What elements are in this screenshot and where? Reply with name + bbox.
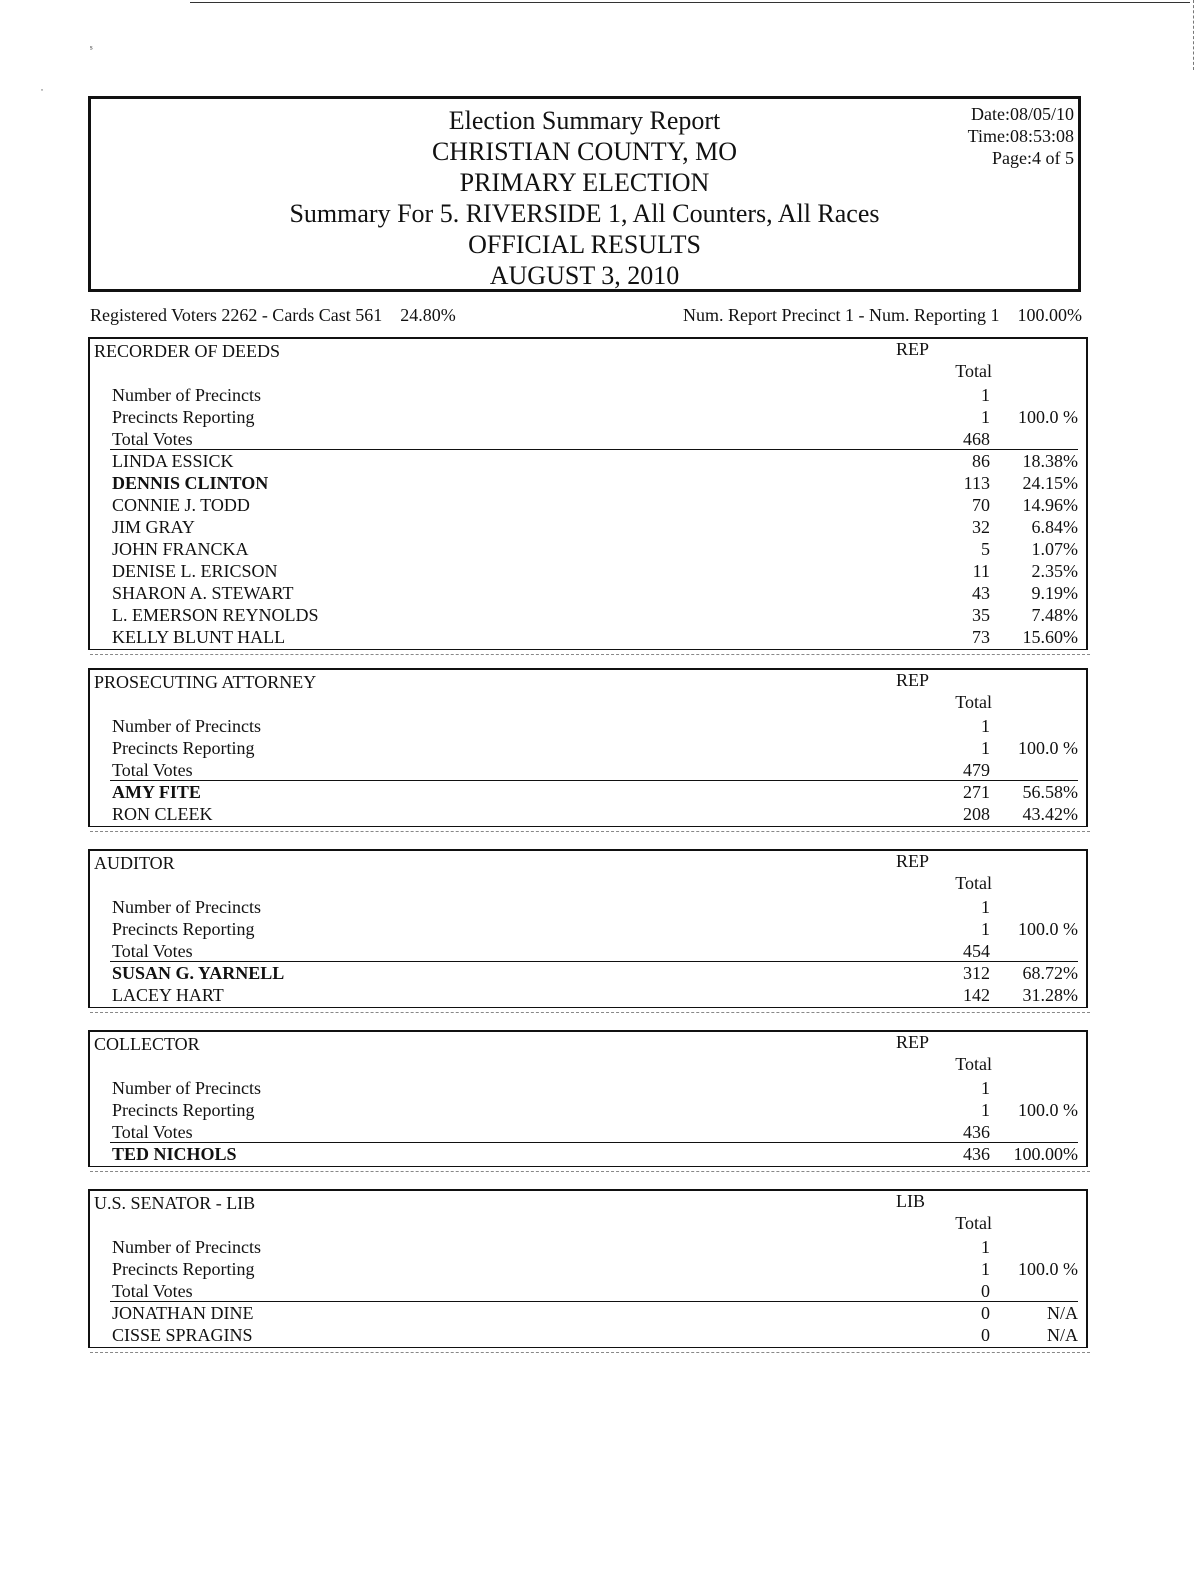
election-date: AUGUST 3, 2010 (489, 261, 680, 290)
race-box (88, 668, 1088, 827)
election-name: PRIMARY ELECTION (459, 168, 710, 197)
candidate-row-percent: 9.19% (1031, 583, 1078, 603)
race-title: RECORDER OF DEEDS (94, 341, 281, 361)
candidate-row-label: TED NICHOLS (112, 1144, 237, 1164)
precincts-reporting-row (112, 1258, 1078, 1280)
candidate-row-label: LINDA ESSICK (112, 451, 234, 471)
race-box (88, 337, 1088, 650)
number-of-precincts-row (112, 896, 1078, 918)
precincts-reporting-row-votes: 1 (981, 1259, 990, 1279)
number-of-precincts-row-votes: 1 (981, 1078, 990, 1098)
candidate-row-votes: 5 (981, 539, 990, 559)
report-title-block (91, 105, 1078, 291)
candidate-row-label: AMY FITE (112, 782, 201, 802)
candidate-row-label: RON CLEEK (112, 804, 213, 824)
number-of-precincts-row-label: Number of Precincts (112, 716, 261, 736)
report-meta (968, 103, 1074, 169)
candidate-row (112, 803, 1078, 825)
scan-top-edge (190, 2, 1190, 3)
scan-right-edge (1191, 0, 1194, 70)
number-of-precincts-row (112, 1236, 1078, 1258)
candidate-row-percent: 24.15% (1022, 473, 1078, 493)
candidate-row (112, 538, 1078, 560)
race-party: REP (896, 1032, 930, 1052)
candidate-row-label: L. EMERSON REYNOLDS (112, 605, 319, 625)
candidate-row-percent: 100.00% (1013, 1144, 1078, 1164)
total-column-header: Total (955, 361, 992, 381)
report-date: Date:08/05/10 (971, 104, 1074, 124)
precincts-reporting-row-label: Precincts Reporting (112, 919, 255, 939)
candidate-row (112, 1143, 1078, 1165)
total-votes-row (112, 428, 1078, 450)
candidate-row-percent: 68.72% (1022, 963, 1078, 983)
number-of-precincts-row (112, 715, 1078, 737)
total-votes-row-votes: 0 (981, 1281, 990, 1301)
precincts-reporting-row (112, 406, 1078, 428)
total-votes-row-votes: 468 (963, 429, 990, 449)
number-of-precincts-row-votes: 1 (981, 716, 990, 736)
race-box (88, 849, 1088, 1008)
race-box (88, 1189, 1088, 1348)
total-votes-row-votes: 479 (963, 760, 990, 780)
total-votes-row-label: Total Votes (112, 1122, 193, 1142)
race-party: LIB (896, 1191, 925, 1211)
candidate-row-percent: 31.28% (1022, 985, 1078, 1005)
candidate-row-label: LACEY HART (112, 985, 224, 1005)
precincts-reporting-row (112, 737, 1078, 759)
precincts-reporting-row-label: Precincts Reporting (112, 738, 255, 758)
candidate-row (112, 472, 1078, 494)
race-box (88, 1030, 1088, 1167)
candidate-row-percent: N/A (1047, 1303, 1078, 1323)
precincts-reporting-row-votes: 1 (981, 738, 990, 758)
candidate-row-percent: 18.38% (1022, 451, 1078, 471)
race-title: U.S. SENATOR - LIB (94, 1193, 256, 1213)
candidate-row (112, 1324, 1078, 1346)
precincts-reporting-row-votes: 1 (981, 407, 990, 427)
scan-speck: ˢ (90, 42, 93, 56)
precincts-reporting-row-percent: 100.0 % (1018, 738, 1078, 758)
candidate-row-votes: 73 (972, 627, 990, 647)
candidate-row (112, 582, 1078, 604)
summary-scope: Summary For 5. RIVERSIDE 1, All Counters, All Races (289, 199, 880, 228)
candidate-row-votes: 271 (963, 782, 990, 802)
scan-speck: ˙ (40, 86, 44, 100)
total-votes-row-label: Total Votes (112, 941, 193, 961)
candidate-row-percent: 1.07% (1031, 539, 1078, 559)
total-votes-row (112, 1280, 1078, 1302)
candidate-row (112, 494, 1078, 516)
candidate-row (112, 560, 1078, 582)
number-of-precincts-row (112, 384, 1078, 406)
candidate-row-percent: 15.60% (1022, 627, 1078, 647)
race-title: PROSECUTING ATTORNEY (94, 672, 317, 692)
precincts-reporting-row-percent: 100.0 % (1018, 407, 1078, 427)
candidate-row-percent: 14.96% (1022, 495, 1078, 515)
number-of-precincts-row-label: Number of Precincts (112, 385, 261, 405)
candidate-row-votes: 208 (963, 804, 990, 824)
total-votes-row-label: Total Votes (112, 429, 193, 449)
precincts-reporting-row-percent: 100.0 % (1018, 919, 1078, 939)
candidate-row-votes: 113 (963, 473, 990, 493)
candidate-row-votes: 35 (972, 605, 990, 625)
candidate-row (112, 781, 1078, 803)
candidate-row-votes: 0 (981, 1303, 990, 1323)
precincts-reporting-row-label: Precincts Reporting (112, 1259, 255, 1279)
candidate-row-percent: 6.84% (1031, 517, 1078, 537)
report-header (88, 96, 1081, 292)
number-of-precincts-row-votes: 1 (981, 897, 990, 917)
race-party: REP (896, 670, 930, 690)
candidate-row-label: SUSAN G. YARNELL (112, 963, 285, 983)
precincts-reporting-row-percent: 100.0 % (1018, 1100, 1078, 1120)
candidate-row-label: JIM GRAY (112, 517, 195, 537)
precincts-reporting-row-votes: 1 (981, 919, 990, 939)
number-of-precincts-row-votes: 1 (981, 385, 990, 405)
candidate-row-votes: 142 (963, 985, 990, 1005)
registered-voters-summary: Registered Voters 2262 - Cards Cast 561 24.80% (90, 305, 456, 325)
precincts-reporting-row-votes: 1 (981, 1100, 990, 1120)
candidate-row (112, 1302, 1078, 1324)
race-title: AUDITOR (94, 853, 175, 873)
candidate-row-votes: 436 (963, 1144, 990, 1164)
total-column-header: Total (955, 1213, 992, 1233)
candidate-row (112, 962, 1078, 984)
candidate-row-label: CISSE SPRAGINS (112, 1325, 253, 1345)
total-votes-row-label: Total Votes (112, 1281, 193, 1301)
number-of-precincts-row-votes: 1 (981, 1237, 990, 1257)
total-votes-row (112, 759, 1078, 781)
candidate-row-votes: 0 (981, 1325, 990, 1345)
precincts-reporting-row (112, 1099, 1078, 1121)
candidate-row-votes: 43 (972, 583, 990, 603)
candidate-row-percent: 56.58% (1022, 782, 1078, 802)
candidate-row (112, 516, 1078, 538)
candidate-row-label: DENNIS CLINTON (112, 473, 269, 493)
precincts-reporting-row-label: Precincts Reporting (112, 1100, 255, 1120)
number-of-precincts-row-label: Number of Precincts (112, 1237, 261, 1257)
total-column-header: Total (955, 692, 992, 712)
total-votes-row (112, 1121, 1078, 1143)
total-votes-row-votes: 454 (963, 941, 990, 961)
candidate-row-label: KELLY BLUNT HALL (112, 627, 286, 647)
candidate-row-votes: 11 (972, 561, 990, 581)
precincts-reporting-row-percent: 100.0 % (1018, 1259, 1078, 1279)
report-title: Election Summary Report (448, 106, 721, 135)
candidate-row (112, 450, 1078, 472)
county-name: CHRISTIAN COUNTY, MO (431, 137, 738, 166)
total-votes-row-votes: 436 (963, 1122, 990, 1142)
precincts-reporting-row (112, 918, 1078, 940)
candidate-row-percent: 2.35% (1031, 561, 1078, 581)
candidate-row-label: DENISE L. ERICSON (112, 561, 278, 581)
candidate-row-votes: 32 (972, 517, 990, 537)
race-title: COLLECTOR (94, 1034, 200, 1054)
race-party: REP (896, 851, 930, 871)
candidate-row-percent: 7.48% (1031, 605, 1078, 625)
candidate-row-label: JONATHAN DINE (112, 1303, 254, 1323)
candidate-row-votes: 70 (972, 495, 990, 515)
candidate-row (112, 626, 1078, 648)
report-page: Page:4 of 5 (992, 148, 1074, 168)
number-of-precincts-row-label: Number of Precincts (112, 1078, 261, 1098)
total-column-header: Total (955, 1054, 992, 1074)
candidate-row-votes: 312 (963, 963, 990, 983)
candidate-row-percent: 43.42% (1022, 804, 1078, 824)
candidate-row-label: JOHN FRANCKA (112, 539, 249, 559)
candidate-row-votes: 86 (972, 451, 990, 471)
candidate-row (112, 984, 1078, 1006)
precincts-reporting-row-label: Precincts Reporting (112, 407, 255, 427)
candidate-row-label: CONNIE J. TODD (112, 495, 250, 515)
number-of-precincts-row-label: Number of Precincts (112, 897, 261, 917)
precinct-reporting-summary: Num. Report Precinct 1 - Num. Reporting 1 100.00% (683, 305, 1082, 325)
candidate-row-label: SHARON A. STEWART (112, 583, 294, 603)
candidate-row-percent: N/A (1047, 1325, 1078, 1345)
total-votes-row (112, 940, 1078, 962)
total-votes-row-label: Total Votes (112, 760, 193, 780)
number-of-precincts-row (112, 1077, 1078, 1099)
total-column-header: Total (955, 873, 992, 893)
report-time: Time:08:53:08 (967, 126, 1074, 146)
race-party: REP (896, 339, 930, 359)
candidate-row (112, 604, 1078, 626)
results-status: OFFICIAL RESULTS (468, 230, 701, 259)
